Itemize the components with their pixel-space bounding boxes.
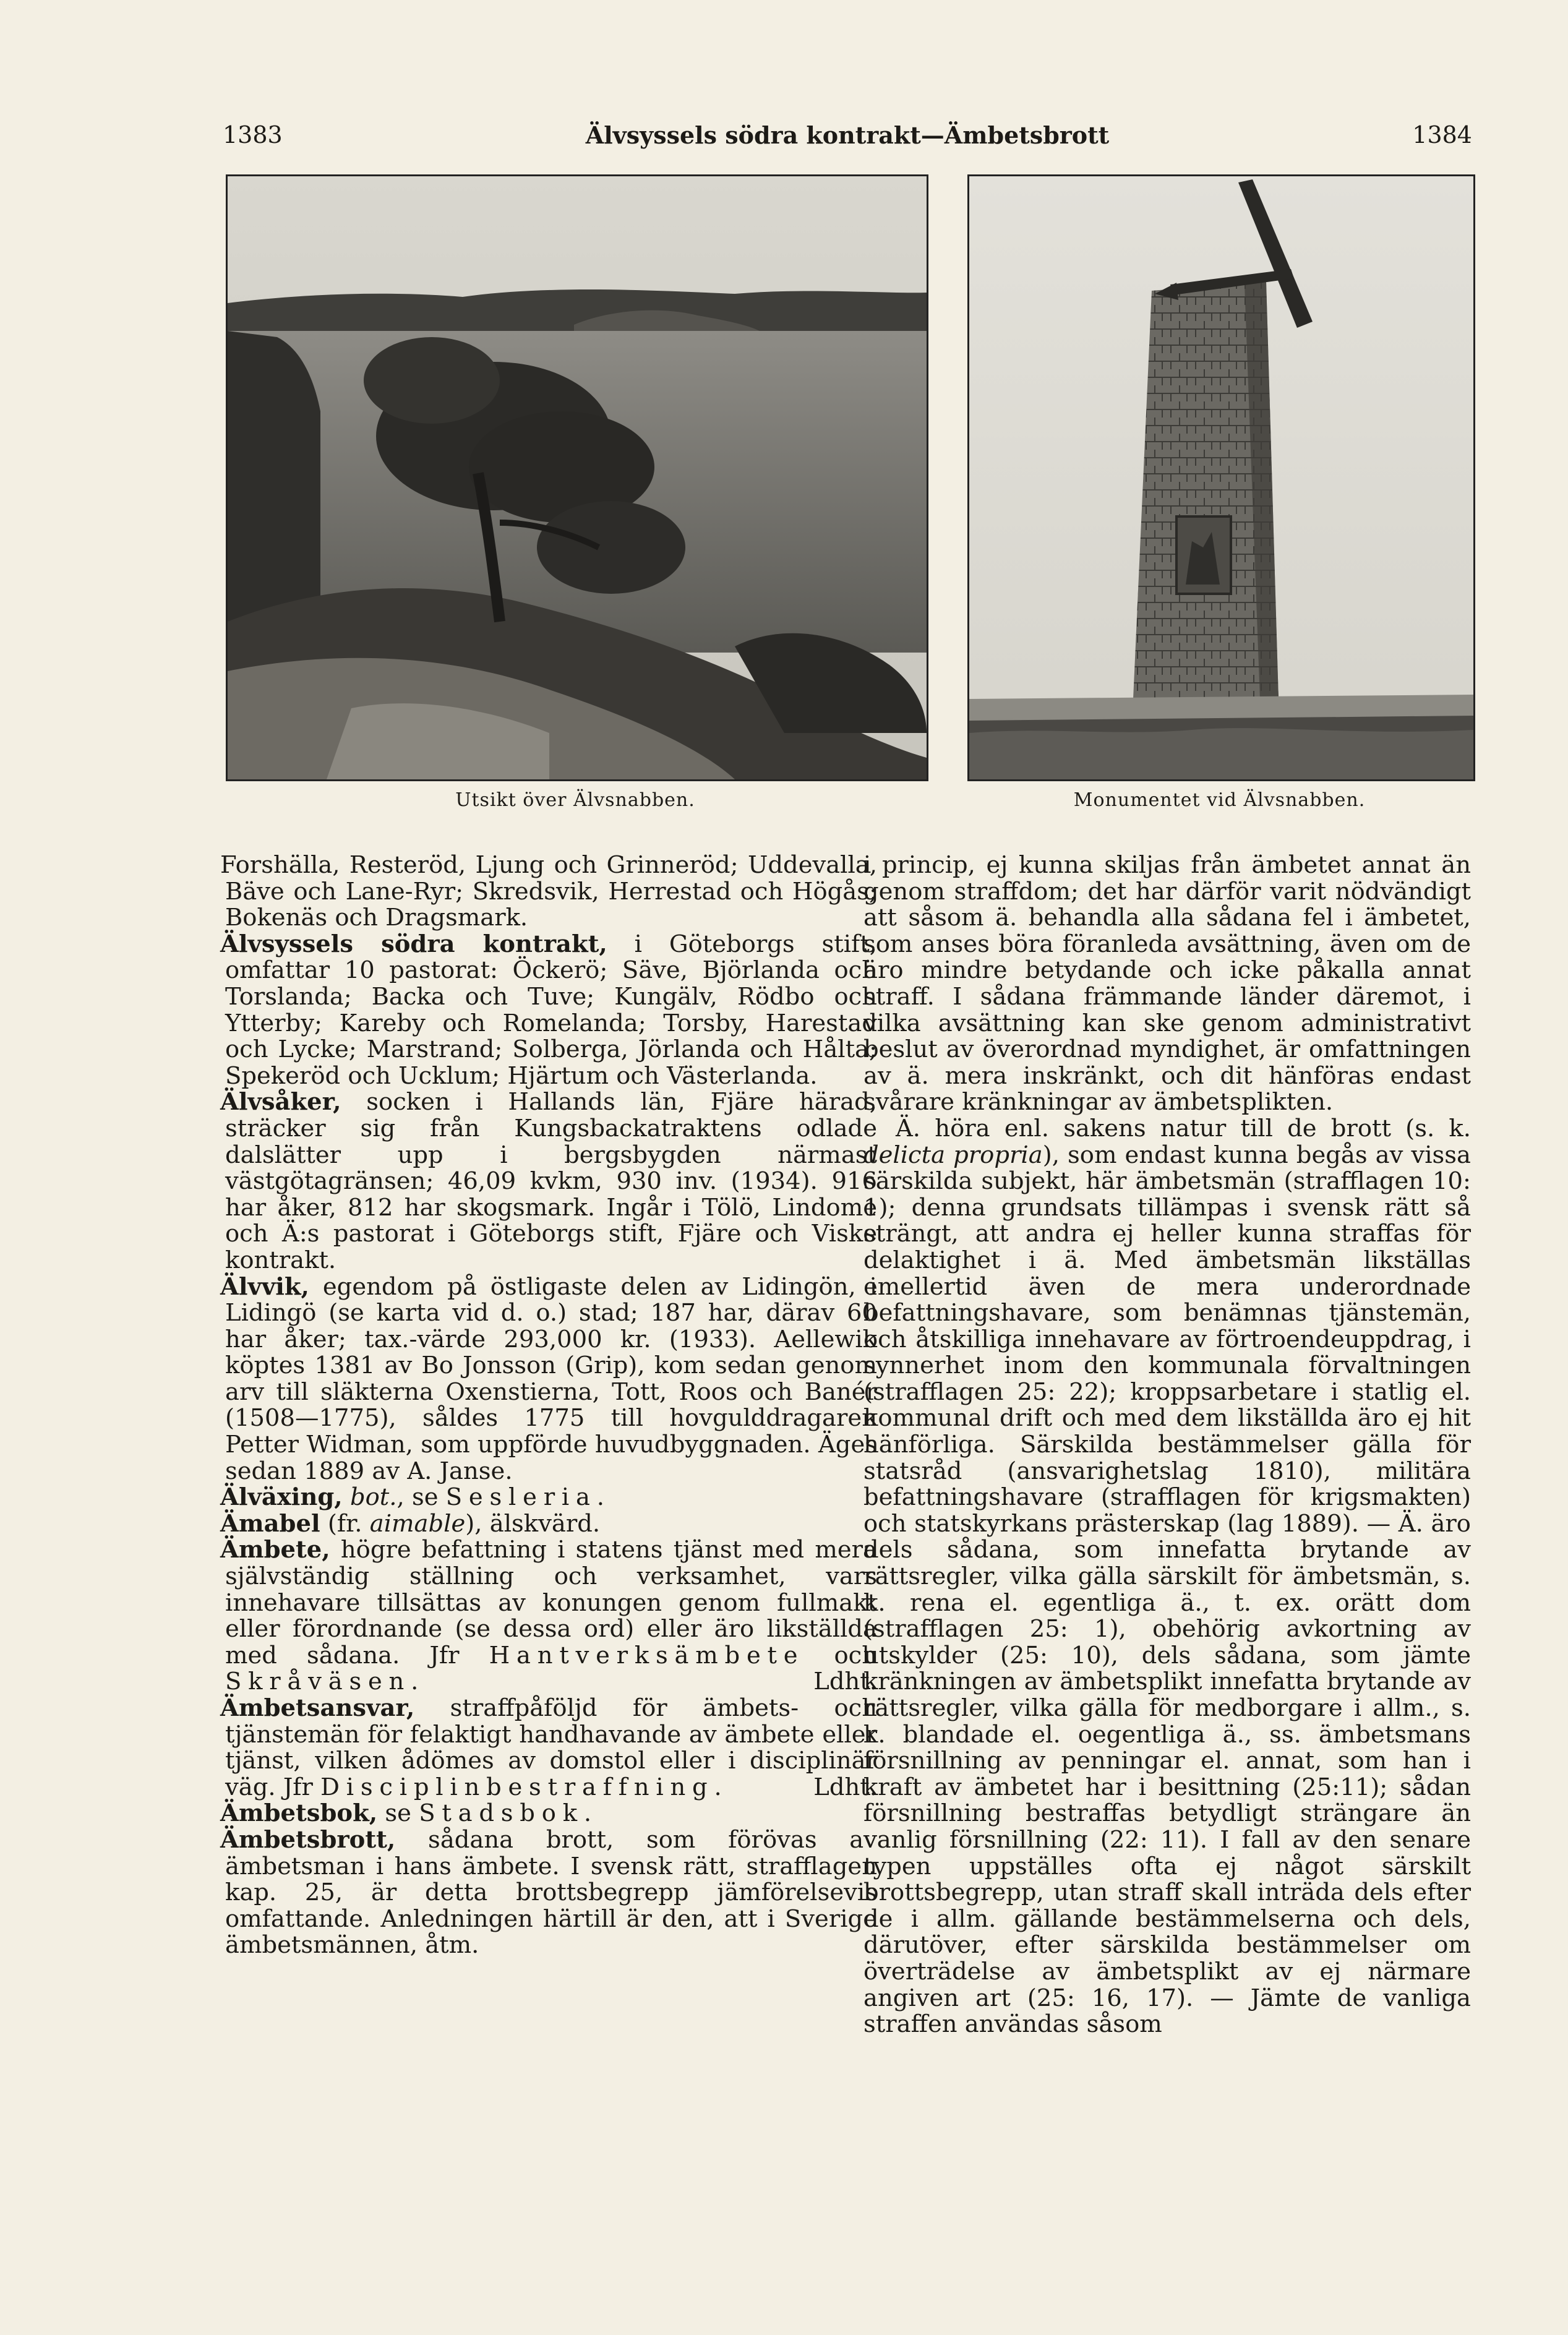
entry-alvsaker <box>220 1089 877 1274</box>
entry-continuation <box>220 852 877 932</box>
entry-text: och <box>804 1641 877 1669</box>
etymology: aimable <box>369 1509 466 1538</box>
page-header <box>223 121 1472 151</box>
entry-amabel <box>220 1511 877 1538</box>
left-column <box>220 852 877 1959</box>
headword: Älvsåker, <box>220 1088 341 1116</box>
caption-left: Utsikt över Älvsnabben. <box>455 789 695 811</box>
entry-text: socken i Hallands län, Fjäre härad, sträcker sig från Kungsbackatraktens odlade dalslätter upp i bergsbygden närmast västgötagränsen; 46,09 kvkm, 930 inv. (1934). 916 har åker, 812 har skogsmark. Ingår i Tölö, Lindome och Ä:s pastorat i Göteborgs stift, Fjäre och Viske kontrakt. <box>225 1088 877 1274</box>
entry-text: egendom på östligaste delen av Lidingön, i Lidingö (se karta vid d. o.) stad; 187 har, därav 60 har åker; tax.-värde 293,000 kr. (1933). Aellewik köptes 1381 av Bo Jonsson (Grip), kom sedan genom arv till släkterna Oxenstierna, Tott, Roos och Banér (1508—1775), såldes 1775 till hovgulddragaren Petter Widman, som uppförde huvudbyggnaden. Äges sedan 1889 av A. Janse. <box>225 1272 877 1485</box>
entry-text: Forshälla, Resteröd, Ljung och Grinneröd; Uddevalla, Bäve och Lane-Ryr; Skredsvik, Herrestad och Högås; Bokenäs och Dragsmark. <box>220 851 877 932</box>
author-signature: Ldht. <box>813 1668 877 1696</box>
headword: Ämbetsbok, <box>220 1799 378 1828</box>
headword: Ämabel <box>220 1509 320 1538</box>
headword: Älväxing, <box>220 1483 343 1512</box>
landscape-illustration <box>228 176 927 779</box>
entry-alvvik <box>220 1274 877 1485</box>
headword: Älvvik, <box>220 1272 309 1301</box>
cross-reference: Disciplinbestraffning <box>320 1773 714 1801</box>
entry-text: sådana brott, som förövas av ämbetsman i hans ämbete. I svensk rätt, strafflagen kap. 25, är detta brottsbegrepp jämförelsevis omfattande. Anledningen härtill är den, att i Sverige ämbetsmännen, åtm. <box>225 1825 877 1960</box>
headword: Ämbetsansvar, <box>220 1694 415 1722</box>
entry-text: ), som endast kunna begås av vissa särskilda subjekt, här ämbetsmän (strafflagen 10: 1); denna grundsats tillämpas i svensk rätt så strängt, att andra ej heller kunna straffas för delaktighet i ä. Med ämbetsmän likställas emellertid även de mera underordnade befattningshavare, som benämnas tjänstemän, och åtskilliga innehavare av förtroendeuppdrag, i synnerhet inom den kommunala förvaltningen (strafflagen 25: 22); kroppsarbetare i statlig el. kommunal drift och med dem likställda äro ej hit hänförliga. Särskilda bestämmelser gälla för statsråd (ansvarighetslag 1810), militära befattningshavare (strafflagen för krigsmakten) och statskyrkans prästerskap (lag 1889). — Ä. äro dels sådana, som innefatta brytande av rättsregler, vilka gälla särskilt för ämbetsmän, s. k. rena el. egentliga ä., t. ex. orätt dom (strafflagen 25: 1), obehörig avkortning av utskylder (25: 10), dels sådana, som jämte kränkningen av ämbetsplikt innefatta brytande av rättsregler, vilka gälla för medborgare i allm., s. k. blandade el. oegentliga ä., ss. ämbetsmans försnillning av penningar el. annat, som han i kraft av ämbetet har i besittning (25:11); sådan försnillning bestraffas betydligt strängare än vanlig försnillning (22: 11). I fall av den senare typen uppställes ofta ej något särskilt brottsbegrepp, utan straff skall inträda dels efter de i allm. gällande bestämmelserna och dels, därutöver, efter särskilda bestämmelser om överträdelse av ämbetsplikt av ej närmare angiven art (25: 16, 17). — Jämte de vanliga straffen användas såsom <box>863 1141 1472 2039</box>
entry-ambete <box>220 1537 877 1695</box>
cross-reference: Sesleria <box>445 1483 597 1512</box>
page-number-left: 1383 <box>223 121 283 148</box>
monument-photo <box>967 174 1475 781</box>
caption-right: Monumentet vid Älvsnabben. <box>1073 789 1366 811</box>
entry-text: se <box>377 1799 419 1828</box>
paragraph <box>863 1116 1471 2038</box>
cross-reference: Skråväsen <box>225 1668 411 1696</box>
entry-ambetsbok <box>220 1801 877 1827</box>
abbreviation: bot. <box>349 1483 397 1512</box>
landscape-photo <box>226 174 928 781</box>
entry-text: Ä. höra enl. sakens natur till de brott (s. k. <box>896 1114 1471 1142</box>
entry-text: . <box>411 1668 419 1696</box>
entry-alvaxing <box>220 1485 877 1511</box>
running-title: Älvsyssels södra kontrakt—Ämbetsbrott <box>585 121 1110 149</box>
paragraph <box>863 852 1471 1116</box>
entry-text: i princip, ej kunna skiljas från ämbetet annat än genom straffdom; det har därför varit nödvändigt att såsom ä. behandla alla sådana fel i ämbetet, som anses böra föranleda avsättning, även om de äro mindre betydande och icke påkalla annat straff. I sådana främmande länder däremot, i vilka avsättning kan ske genom administrativt beslut av överordnad myndighet, är omfattningen av ä. mera inskränkt, och dit hänföras endast svårare kränkningar av ämbetsplikten. <box>863 851 1471 1116</box>
author-signature: Ldht. <box>813 1773 877 1801</box>
entry-text: . <box>714 1773 722 1801</box>
entry-text: straffpåföljd för ämbets- och tjänstemän för felaktigt handhavande av ämbete eller tjänst, vilken ådömes av domstol eller i disciplinär väg. Jfr <box>225 1694 877 1801</box>
headword: Ämbete, <box>220 1536 330 1564</box>
entry-text: ), älskvärd. <box>465 1509 601 1538</box>
page-number-right: 1384 <box>1412 121 1472 148</box>
entry-alvsyssels <box>220 932 877 1090</box>
entry-text: i Göteborgs stift, omfattar 10 pastorat: Öckerö; Säve, Björlanda och Torslanda; Backa och Tuve; Kungälv, Rödbo och Ytterby; Kareby och Romelanda; Torsby, Harestad och Lycke; Marstrand; Solberga, Jörlanda och Hålta; Spekeröd och Ucklum; Hjärtum och Västerlanda. <box>225 930 877 1090</box>
entry-text: . <box>583 1799 592 1828</box>
entry-ambetsbrott <box>220 1827 877 1959</box>
latin-term: delicta propria <box>863 1141 1043 1169</box>
entry-text: . <box>596 1483 604 1512</box>
monument-illustration <box>969 176 1473 779</box>
right-column <box>863 852 1471 2038</box>
cross-reference: Stadsbok <box>419 1799 584 1828</box>
entry-text: högre befattning i statens tjänst med mera självständig ställning och verksamhet, vars innehavare tillsättas av konungen genom fullmakt eller förordnande (se dessa ord) eller äro likställda med sådana. Jfr <box>225 1536 877 1669</box>
entry-ambetsansvar <box>220 1695 877 1801</box>
headword: Älvsyssels södra kontrakt, <box>220 930 607 958</box>
entry-text: , se <box>396 1483 446 1512</box>
cross-reference: Hantverksämbete <box>489 1641 805 1669</box>
headword: Ämbetsbrott, <box>220 1825 396 1854</box>
entry-text: (fr. <box>320 1509 370 1538</box>
